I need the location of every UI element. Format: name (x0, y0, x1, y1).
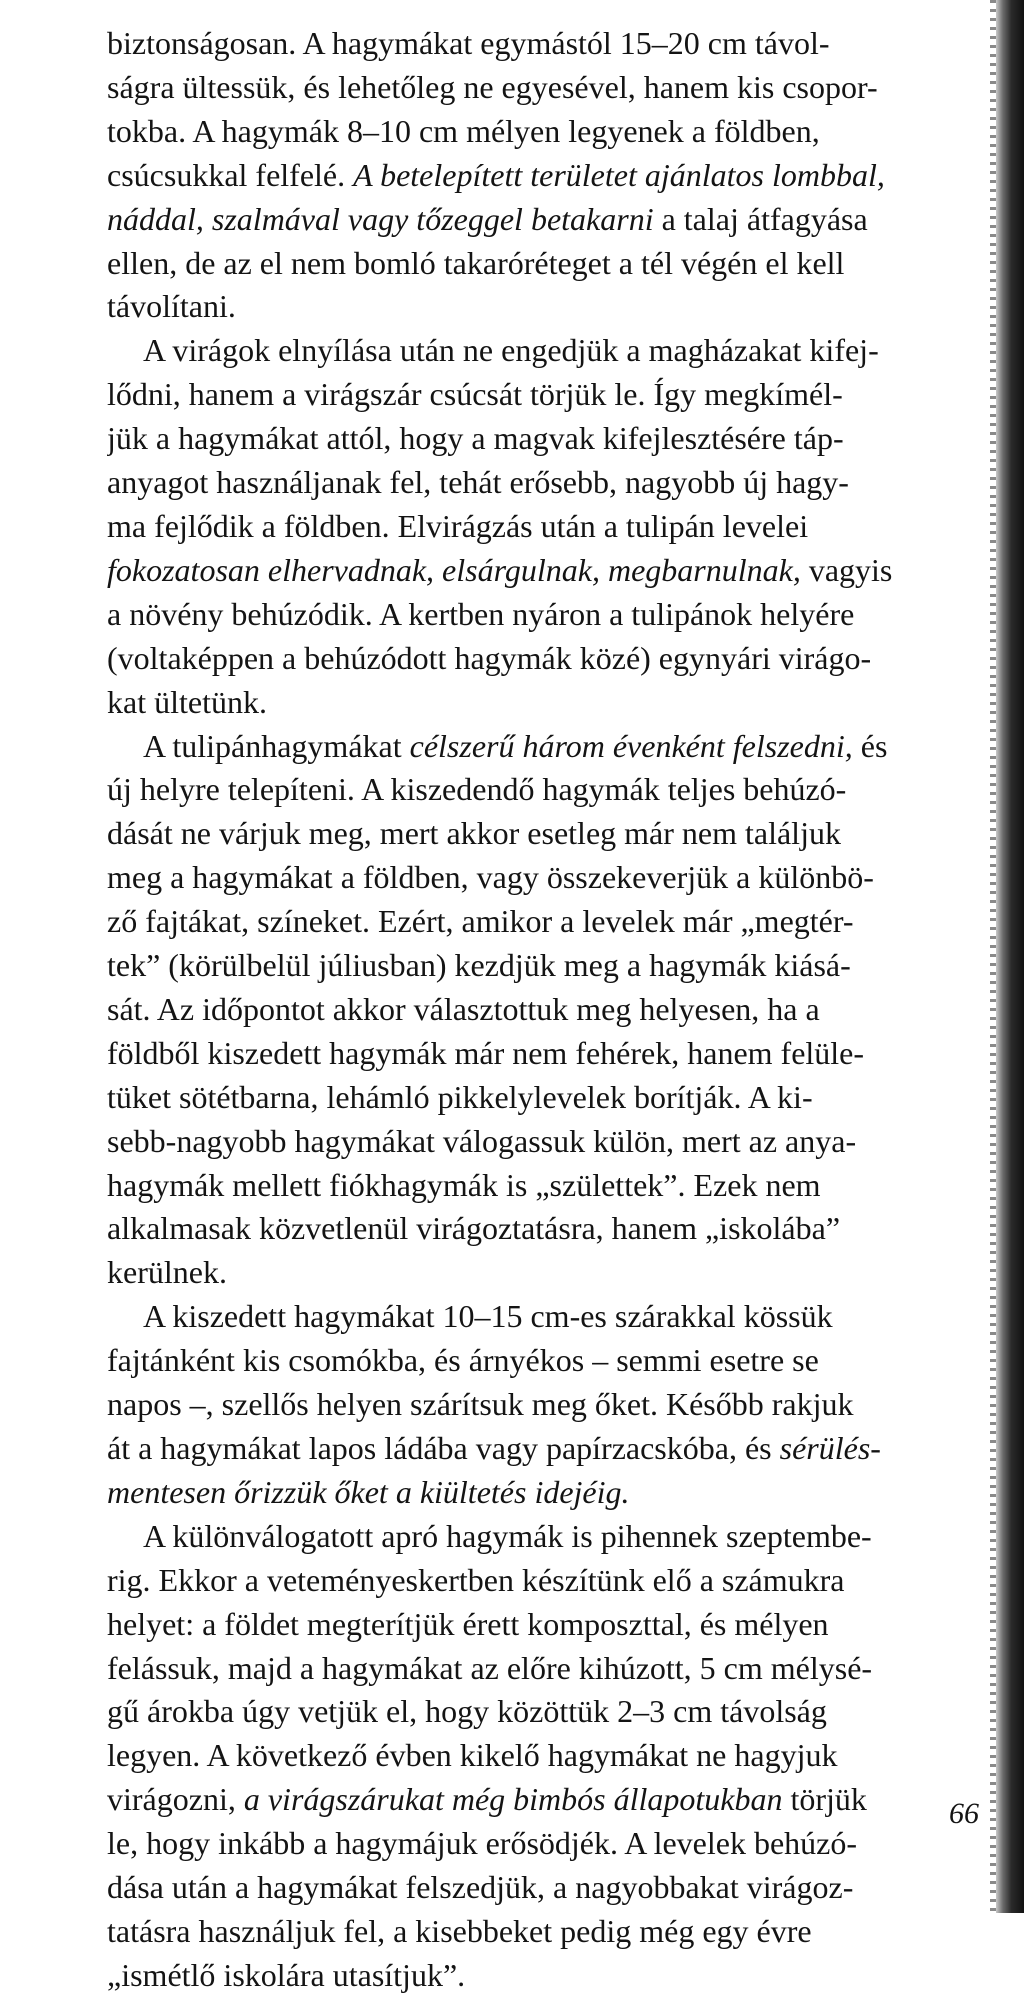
italic-text: a virágszárukat még bimbós állapotukban (243, 1781, 783, 1818)
text-segment: anyagot használjanak fel, tehát erősebb, nagyobb új hagy- (107, 464, 849, 501)
text-line (107, 1164, 987, 1208)
italic-text: náddal, szalmával vagy tőzeggel betakarni (107, 200, 654, 237)
text-line (107, 1778, 987, 1822)
text-line (107, 988, 987, 1032)
text-line (107, 417, 987, 461)
text-segment: ellen, de az el nem bomló takaróréteget a tél végén el kell (107, 244, 845, 281)
text-segment: ságra ültessük, és lehetőleg ne egyesével, hanem kis csopor- (107, 68, 878, 105)
text-line (107, 1471, 987, 1515)
text-line (107, 505, 987, 549)
text-line (107, 1251, 987, 1295)
text-segment: távolítani. (107, 288, 236, 325)
text-segment: földből kiszedett hagymák már nem fehérek, hanem felüle- (107, 1034, 865, 1071)
text-segment: (voltaképpen a behúzódott hagymák közé) egynyári virágo- (107, 639, 872, 676)
text-segment: legyen. A következő évben kikelő hagymákat ne hagyjuk (107, 1737, 838, 1774)
text-segment: fajtánként kis csomókba, és árnyékos – semmi esetre se (107, 1342, 819, 1379)
text-line (107, 1427, 987, 1471)
text-line (107, 944, 987, 988)
text-line (107, 681, 987, 725)
text-line (107, 856, 987, 900)
text-segment: „ismétlő iskolára utasítjuk”. (107, 1956, 466, 1993)
text-segment: a talaj átfagyása (653, 200, 868, 237)
text-line (107, 1954, 987, 1998)
text-segment: A virágok elnyílása után ne engedjük a magházakat kifej- (143, 332, 879, 369)
text-segment: dása után a hagymákat felszedjük, a nagyobbakat virágoz- (107, 1869, 854, 1906)
text-segment: törjük (782, 1781, 867, 1818)
text-line (107, 1822, 987, 1866)
text-segment: hagymák mellett fiókhagymák is „születtek”. Ezek nem (107, 1166, 821, 1203)
text-segment: új helyre telepíteni. A kiszedendő hagymák teljes behúzó- (107, 771, 847, 808)
text-line (107, 1910, 987, 1954)
text-line (107, 1295, 987, 1339)
text-segment: és (852, 727, 888, 764)
text-line (107, 461, 987, 505)
text-line (107, 1032, 987, 1076)
text-segment: tüket sötétbarna, lehámló pikkelylevelek borítják. A ki- (107, 1078, 813, 1115)
text-segment: sát. Az időpontot akkor választottuk meg helyesen, ha a (107, 990, 820, 1027)
text-segment: le, hogy inkább a hagymájuk erősödjék. A levelek behúzó- (107, 1825, 858, 1862)
text-segment: dását ne várjuk meg, mert akkor esetleg már nem találjuk (107, 815, 841, 852)
text-line (107, 1515, 987, 1559)
text-line (107, 1647, 987, 1691)
text-segment: ző fajtákat, színeket. Ezért, amikor a levelek már „megtér- (107, 903, 854, 940)
italic-text: fokozatosan elhervadnak, elsárgulnak, megbarnulnak, (107, 551, 801, 588)
text-line (107, 1866, 987, 1910)
text-segment: kat ültetünk. (107, 683, 267, 720)
text-line (107, 22, 987, 66)
text-segment: alkalmasak közvetlenül virágoztatásra, hanem „iskolába” (107, 1210, 841, 1247)
text-line (107, 768, 987, 812)
text-line (107, 198, 987, 242)
text-segment: tokba. A hagymák 8–10 cm mélyen legyenek a földben, (107, 112, 820, 149)
text-segment: felássuk, majd a hagymákat az előre kihúzott, 5 cm mélysé- (107, 1649, 873, 1686)
text-segment: virágozni, (107, 1781, 244, 1818)
text-line (107, 593, 987, 637)
text-line (107, 637, 987, 681)
binding-edge (996, 0, 1024, 1913)
text-line (107, 1339, 987, 1383)
text-line (107, 66, 987, 110)
text-segment: ma fejlődik a földben. Elvirágzás után a tulipán levelei (107, 507, 809, 544)
text-segment: sebb-nagyobb hagymákat válogassuk külön, mert az anya- (107, 1122, 857, 1159)
italic-text: mentesen őrizzük őket a kiültetés idejéig. (107, 1473, 630, 1510)
page-number: 66 (949, 1797, 979, 1830)
text-segment: A tulipánhagymákat (143, 727, 410, 764)
text-line (107, 1076, 987, 1120)
text-line (107, 373, 987, 417)
italic-text: célszerű három évenként felszedni, (409, 727, 853, 764)
text-line (107, 1603, 987, 1647)
text-line (107, 1383, 987, 1427)
text-segment: napos –, szellős helyen szárítsuk meg őket. Később rakjuk (107, 1386, 854, 1423)
text-line (107, 812, 987, 856)
text-line (107, 1690, 987, 1734)
text-line (107, 154, 987, 198)
text-line (107, 1559, 987, 1603)
text-segment: tatásra használjuk fel, a kisebbeket pedig még egy évre (107, 1912, 812, 1949)
italic-text: A betelepített területet ajánlatos lombbal, (353, 156, 885, 193)
text-segment: jük a hagymákat attól, hogy a magvak kifejlesztésére táp- (107, 420, 844, 457)
text-segment: A kiszedett hagymákat 10–15 cm-es szárakkal kössük (143, 1298, 833, 1335)
text-segment: a növény behúzódik. A kertben nyáron a tulipánok helyére (107, 595, 855, 632)
text-line (107, 900, 987, 944)
text-segment: át a hagymákat lapos ládába vagy papírzacskóba, és (107, 1430, 780, 1466)
text-line (107, 549, 987, 593)
text-line (107, 725, 987, 769)
text-segment: helyet: a földet megterítjük érett komposzttal, és mélyen (107, 1605, 829, 1642)
text-line (107, 285, 987, 329)
text-segment: meg a hagymákat a földben, vagy összekeverjük a különbö- (107, 859, 874, 896)
text-segment: kerülnek. (107, 1254, 227, 1291)
text-segment: tek” (körülbelül júliusban) kezdjük meg a hagymák kiásá- (107, 947, 851, 984)
text-line (107, 110, 987, 154)
text-segment: biztonságosan. A hagymákat egymástól 15–20 cm távol- (107, 25, 830, 61)
text-segment: gű árokba úgy vetjük el, hogy közöttük 2–3 cm távolság (107, 1693, 827, 1730)
text-line (107, 1207, 987, 1251)
text-line (107, 1734, 987, 1778)
text-segment: vagyis (800, 551, 893, 588)
text-line (107, 242, 987, 286)
text-line (107, 1120, 987, 1164)
body-text (107, 22, 987, 1998)
text-segment: rig. Ekkor a veteményeskertben készítünk elő a számukra (107, 1561, 845, 1598)
italic-text: sérülés- (779, 1430, 881, 1466)
text-segment: A különválogatott apró hagymák is pihennek szeptembe- (143, 1517, 872, 1554)
text-segment: csúcsukkal felfelé. (107, 156, 354, 193)
text-segment: lődni, hanem a virágszár csúcsát törjük le. Így megkímél- (107, 376, 843, 413)
text-line (107, 329, 987, 373)
